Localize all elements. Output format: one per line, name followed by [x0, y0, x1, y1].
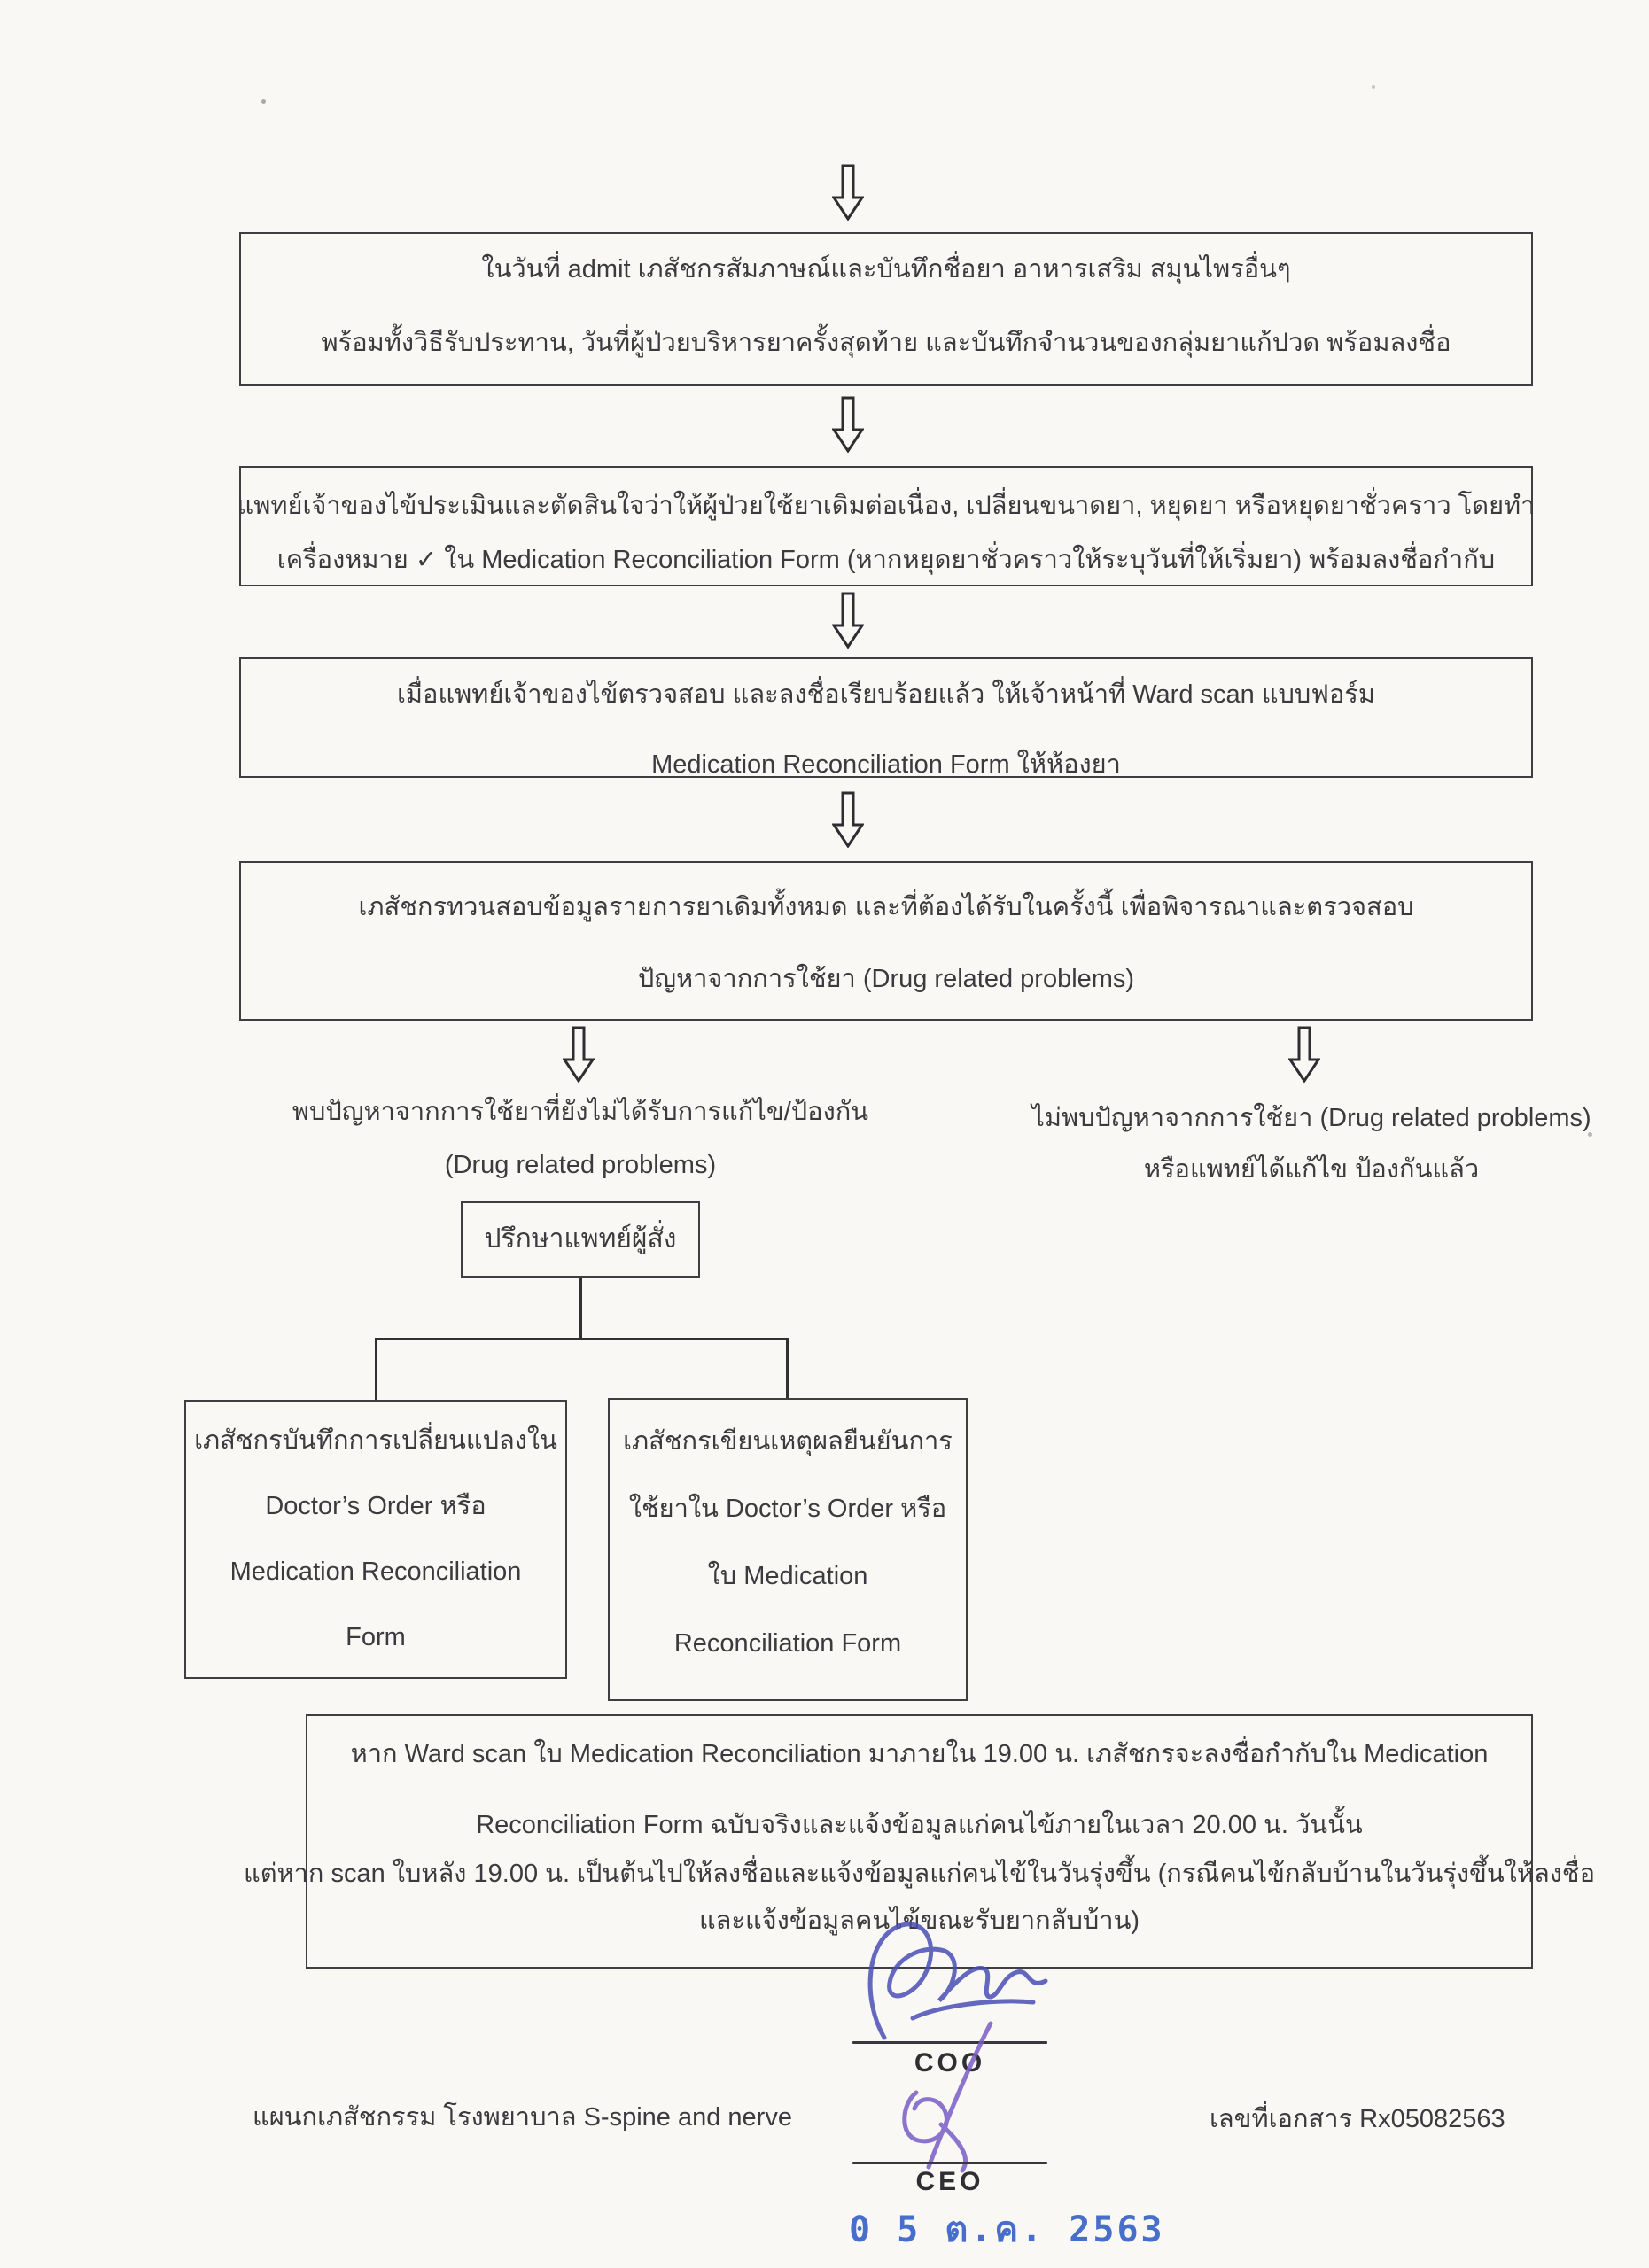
down-arrow-icon — [563, 1026, 595, 1083]
down-arrow-icon — [832, 592, 864, 649]
branch-found-line2: (Drug related problems) — [444, 1151, 717, 1179]
scan-speck — [261, 99, 266, 104]
flow-box-pharmacist-review — [239, 861, 1533, 1021]
ceo-signature-line — [852, 2162, 1047, 2164]
record-change-line2: Doctor’s Order หรือ — [265, 1492, 486, 1520]
down-arrow-icon — [1288, 1026, 1320, 1083]
branch-found-line1: พบปัญหาจากการใช้ยาที่ยังไม่ได้รับการแก้ไข/ป้องกัน — [292, 1098, 869, 1126]
box-admit-line2: พร้อมทั้งวิธีรับประทาน, วันที่ผู้ป่วยบริหารยาครั้งสุดท้าย และบันทึกจำนวนของกลุ่มยาแก้ปวด พร้อมลงชื่อ — [321, 329, 1451, 357]
note-line3: แต่หาก scan ใบหลัง 19.00 น. เป็นต้นไปให้ลงชื่อและแจ้งข้อมูลแก่คนไข้ในวันรุ่งขึ้น (กรณีคนไข้กลับบ้านในวันรุ่งขึ้นให้ลงชื่อ — [244, 1860, 1595, 1888]
footer-department: แผนกเภสัชกรรม โรงพยาบาล S-spine and nerve — [253, 2103, 792, 2132]
branch-not-found-line1: ไม่พบปัญหาจากการใช้ยา (Drug related problems) — [1031, 1104, 1591, 1132]
write-reason-line4: Reconciliation Form — [673, 1629, 902, 1658]
flow-box-record-change — [184, 1400, 567, 1679]
connector-line — [786, 1338, 789, 1400]
coo-label: COO — [914, 2048, 986, 2078]
connector-line — [375, 1338, 377, 1402]
ceo-signature — [886, 2018, 1032, 2173]
note-line4: และแจ้งข้อมูลคนไข้ขณะรับยากลับบ้าน) — [698, 1907, 1140, 1935]
flow-box-admit-interview — [239, 232, 1533, 386]
ceo-label: CEO — [915, 2167, 984, 2196]
box-physician-line2: เครื่องหมาย ✓ ใน Medication Reconciliation Form (หากหยุดยาชั่วคราวให้ระบุวันที่ให้เริ่มยา) พร้อมลงชื่อกำกับ — [276, 546, 1496, 574]
branch-not-found-line2: หรือแพทย์ได้แก้ไข ป้องกันแล้ว — [1143, 1155, 1480, 1184]
box-review-line1: เภสัชกรทวนสอบข้อมูลรายการยาเดิมทั้งหมด และที่ต้องได้รับในครั้งนี้ เพื่อพิจารณาและตรวจสอบ — [358, 893, 1414, 921]
write-reason-line3: ใบ Medication — [707, 1562, 868, 1590]
footer-doc-number: เลขที่เอกสาร Rx05082563 — [1210, 2105, 1505, 2133]
box-physician-line1: แพทย์เจ้าของไข้ประเมินและตัดสินใจว่าให้ผู้ป่วยใช้ยาเดิมต่อเนื่อง, เปลี่ยนขนาดยา, หยุดยา หรือหยุดยาชั่วคราว โดยทำ — [237, 492, 1536, 520]
write-reason-line1: เภสัชกรเขียนเหตุผลยืนยันการ — [623, 1427, 953, 1456]
flow-box-ward-scan — [239, 657, 1533, 778]
box-review-line2: ปัญหาจากการใช้ยา (Drug related problems) — [637, 965, 1135, 993]
down-arrow-icon — [832, 164, 864, 221]
connector-line — [579, 1278, 582, 1340]
flow-box-physician-decision — [237, 466, 1536, 586]
down-arrow-icon — [832, 396, 864, 453]
down-arrow-icon — [832, 791, 864, 848]
record-change-line3: Medication Reconciliation — [229, 1557, 522, 1586]
flow-box-write-reason — [608, 1398, 968, 1701]
box-admit-line1: ในวันที่ admit เภสัชกรสัมภาษณ์และบันทึกชื่อยา อาหารเสริม สมุนไพรอื่นๆ — [481, 255, 1291, 284]
box-ward-scan-line1: เมื่อแพทย์เจ้าของไข้ตรวจสอบ และลงชื่อเรียบร้อยแล้ว ให้เจ้าหน้าที่ Ward scan แบบฟอร์ม — [397, 680, 1375, 709]
record-change-line1: เภสัชกรบันทึกการเปลี่ยนแปลงใน — [194, 1426, 557, 1455]
box-consult-label: ปรึกษาแพทย์ผู้สั่ง — [484, 1224, 677, 1254]
flow-box-consult-physician — [461, 1201, 700, 1278]
connector-line — [375, 1338, 789, 1340]
note-line2: Reconciliation Form ฉบับจริงและแจ้งข้อมูลแก่คนไข้ภายในเวลา 20.00 น. วันนั้น — [476, 1811, 1363, 1839]
branch-drp-not-found — [1019, 1103, 1604, 1184]
branch-drp-found — [142, 1097, 1019, 1180]
date-stamp: 0 5 ต.ค. 2563 — [849, 2210, 1165, 2250]
box-ward-scan-line2: Medication Reconciliation Form ให้ห้องยา — [651, 750, 1121, 779]
record-change-line4: Form — [346, 1623, 406, 1651]
write-reason-line2: ใช้ยาใน Doctor’s Order หรือ — [628, 1495, 947, 1523]
scan-speck — [1372, 85, 1375, 89]
note-line1: หาก Ward scan ใบ Medication Reconciliation มาภายใน 19.00 น. เภสัชกรจะลงชื่อกำกับใน Medication — [350, 1740, 1489, 1768]
